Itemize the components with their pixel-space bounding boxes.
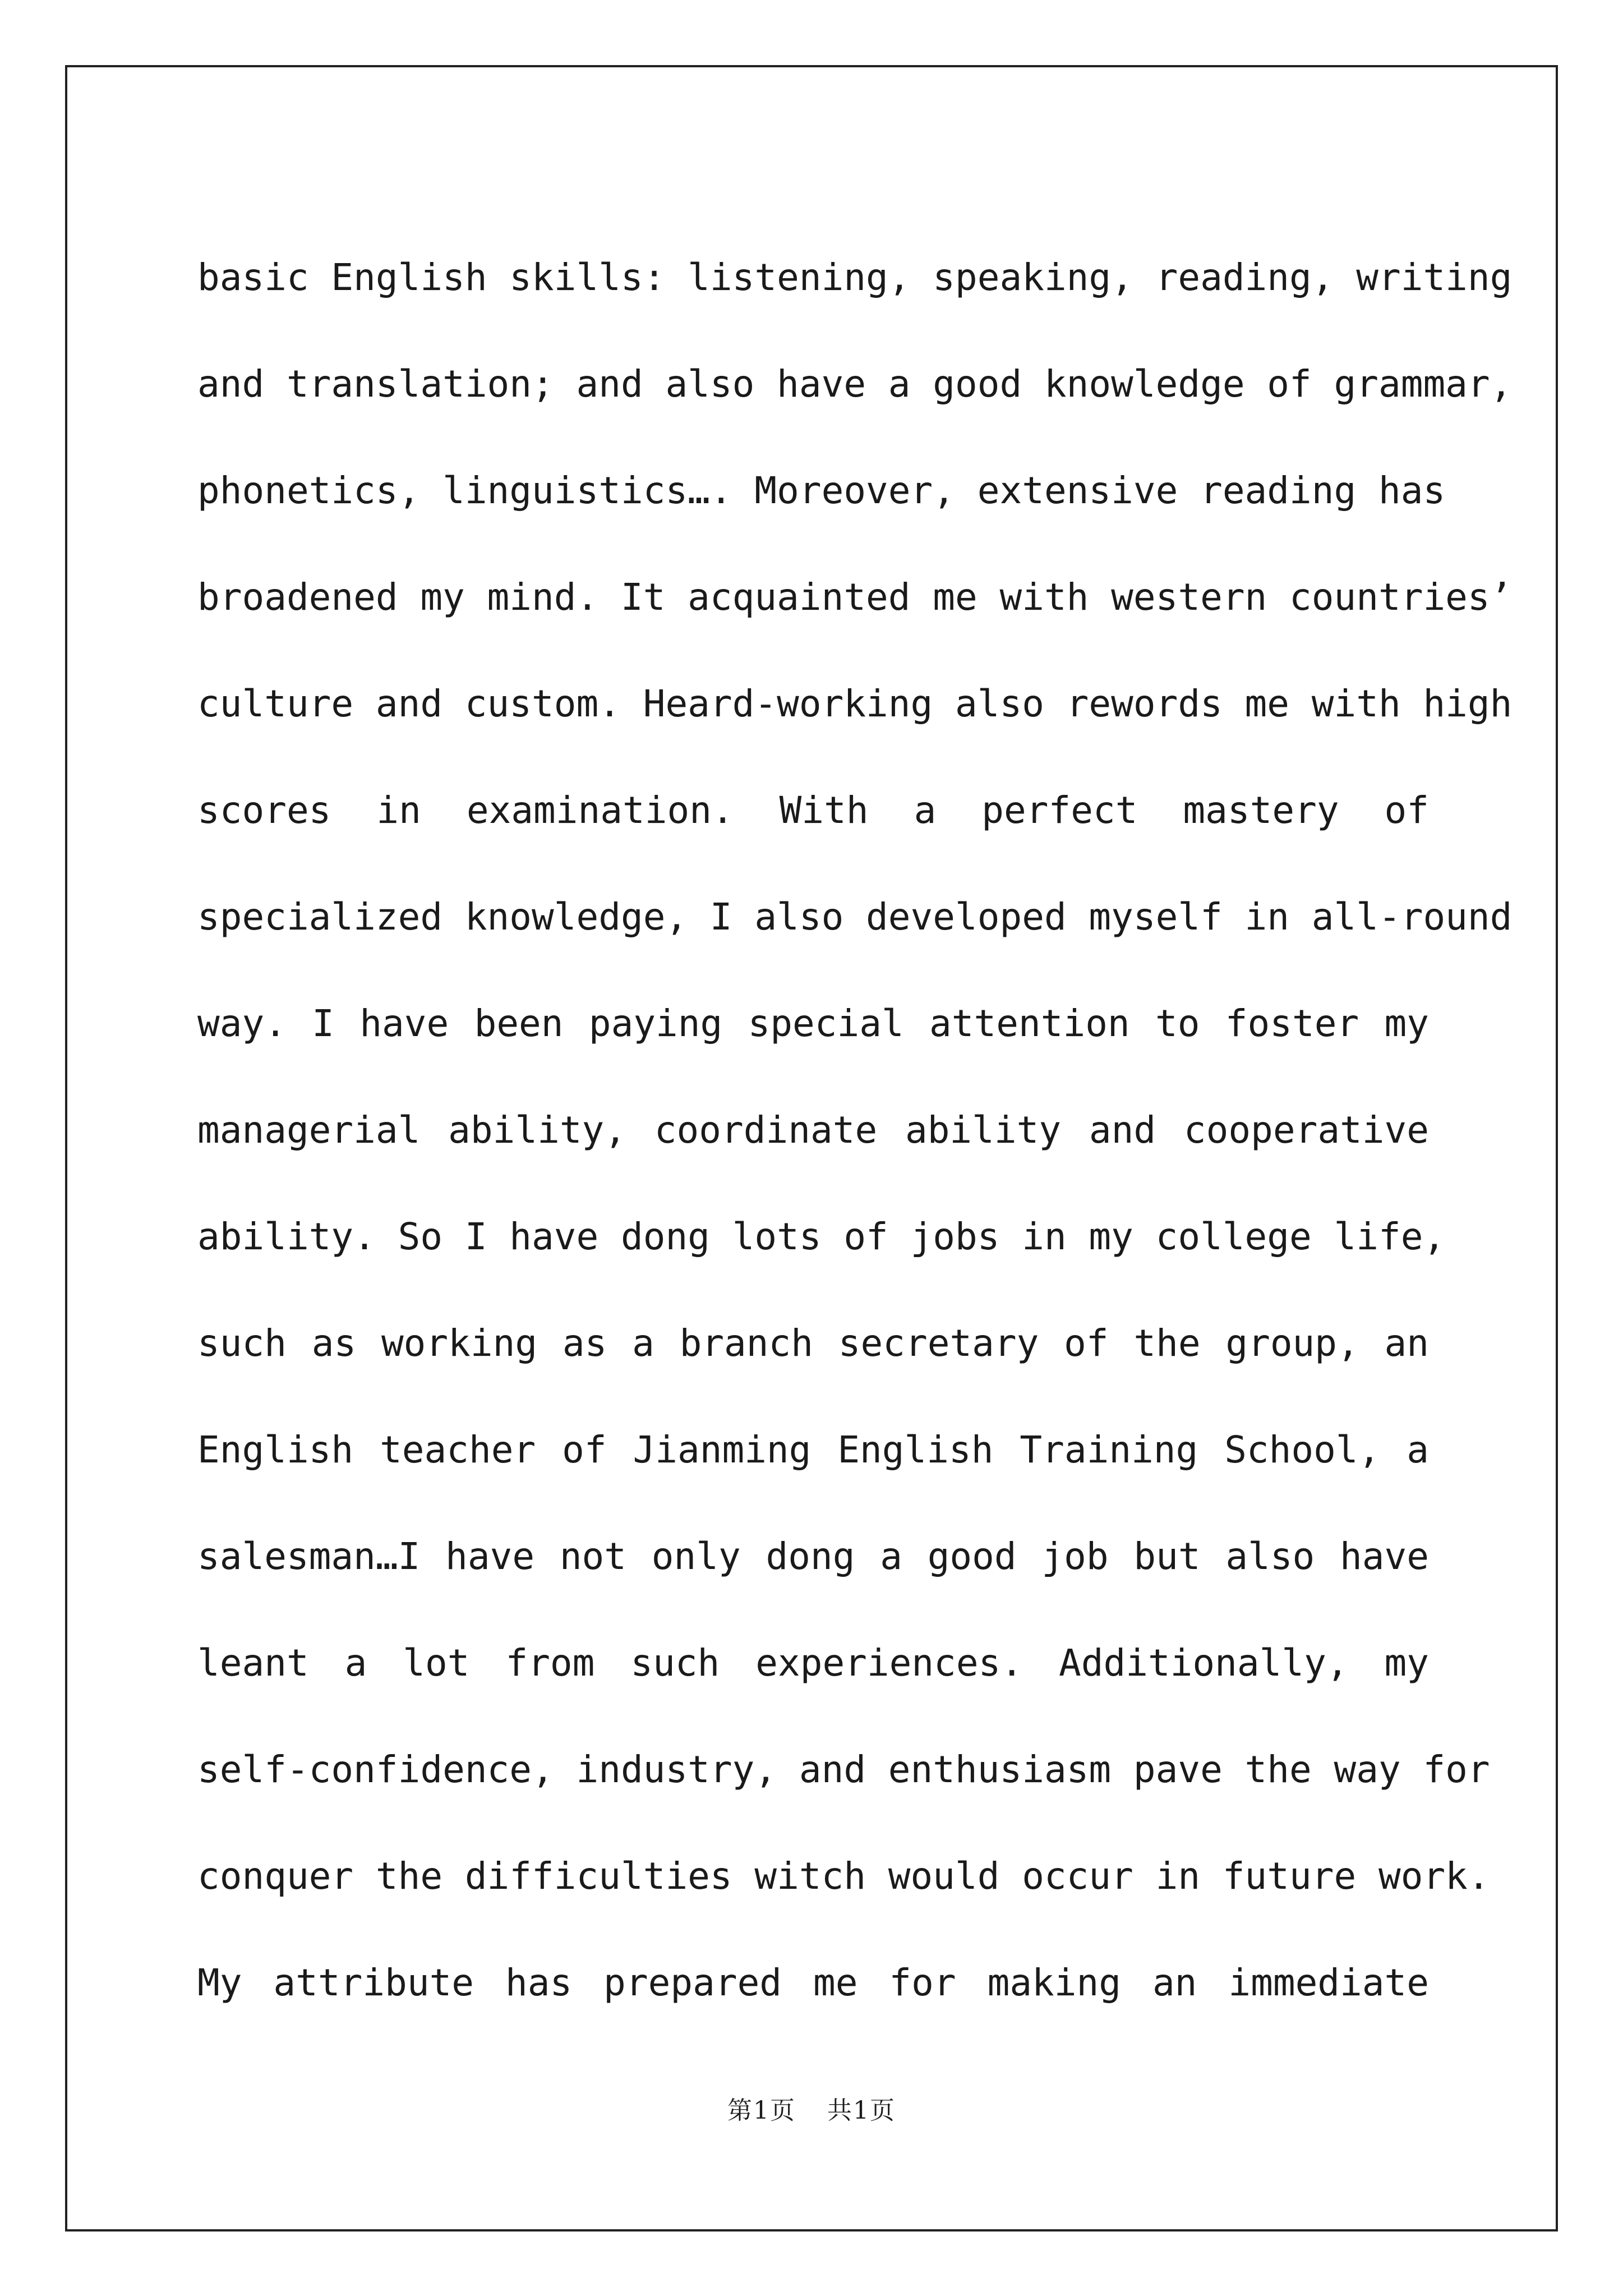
text-line: broadened my mind. It acquainted me with western countries’ xyxy=(197,576,1513,619)
text-line: leant a lot from such experiences. Additionally, my xyxy=(197,1641,1429,1685)
text-line: English teacher of Jianming English Training School, a xyxy=(197,1428,1429,1471)
page-footer xyxy=(0,2090,1623,2126)
text-line: self-confidence, industry, and enthusiasm pave the way for xyxy=(197,1748,1490,1791)
body-text xyxy=(197,224,1513,2036)
text-line: managerial ability, coordinate ability and cooperative xyxy=(197,1108,1429,1152)
text-line: scores in examination. With a perfect mastery of xyxy=(197,789,1429,832)
text-line: way. I have been paying special attention to foster my xyxy=(197,1002,1429,1045)
text-line: culture and custom. Heard-working also rewords me with high xyxy=(197,682,1513,725)
text-line: conquer the difficulties witch would occur in future work. xyxy=(197,1855,1490,1898)
text-line: basic English skills: listening, speaking, reading, writing xyxy=(197,256,1513,299)
text-line: such as working as a branch secretary of the group, an xyxy=(197,1322,1429,1365)
text-line: My attribute has prepared me for making an immediate xyxy=(197,1961,1429,2004)
text-line: salesman…I have not only dong a good job but also have xyxy=(197,1535,1429,1578)
page-number-current: 第1页 xyxy=(727,2096,796,2125)
text-line: phonetics, linguistics…. Moreover, extensive reading has xyxy=(197,469,1446,512)
text-line: and translation; and also have a good knowledge of grammar, xyxy=(197,362,1513,406)
text-line: specialized knowledge, I also developed myself in all-round xyxy=(197,895,1513,938)
text-line: ability. So I have dong lots of jobs in my college life, xyxy=(197,1215,1446,1258)
page-number-total: 共1页 xyxy=(827,2096,896,2125)
